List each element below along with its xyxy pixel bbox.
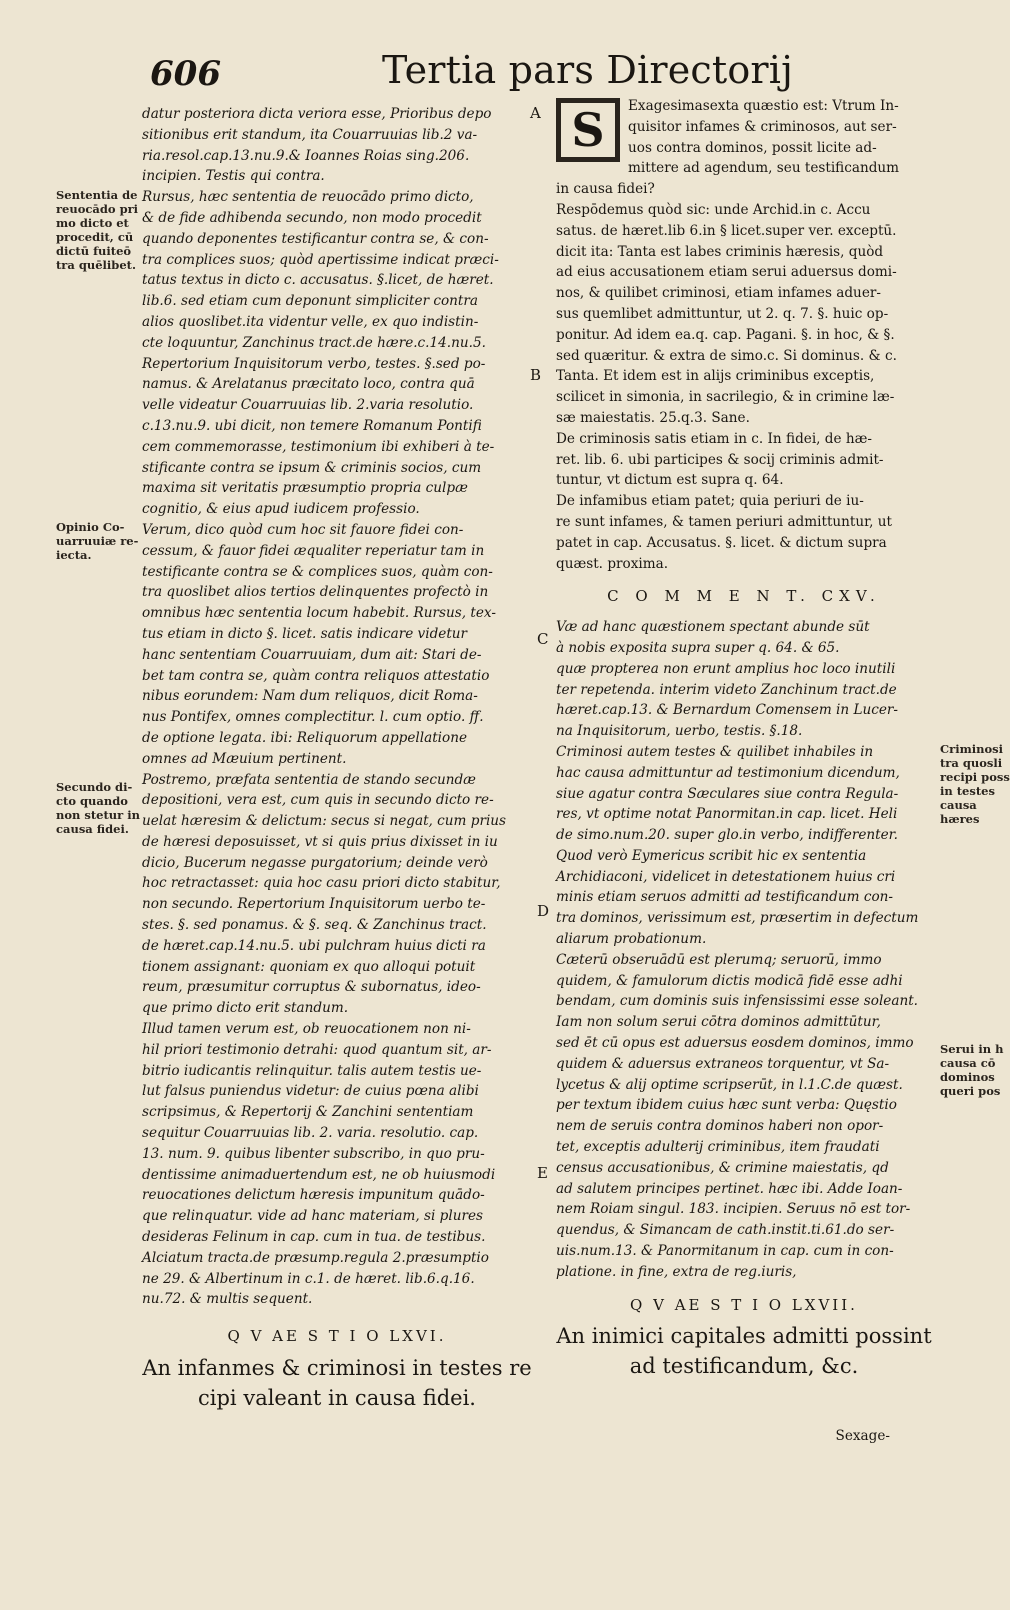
text-line: quendus, & Simancam de cath.instit.ti.61.do ser- xyxy=(556,1222,895,1239)
side-note: Opinio Co- uarruuiæ re- iecta. xyxy=(56,520,139,562)
text-line: lycetus & alij optime scripserūt, in l.1.C.de quæst. xyxy=(556,1076,903,1093)
text-line: hanc sententiam Couarruuiam, dum ait: Stari de- xyxy=(142,646,482,663)
text-line: ponitur. Ad idem ea.q. cap. Pagani. §. in hoc, & §. xyxy=(556,326,895,343)
question-66-heading: Q V AE S T I O LXVI. xyxy=(227,1327,447,1346)
text-line: scripsimus, & Repertorij & Zanchini sententiam xyxy=(142,1104,474,1121)
text-line: de hæret.cap.14.nu.5. ubi pulchram huius dicti ra xyxy=(142,937,486,954)
text-line: Iam non solum serui cōtra dominos admittūtur, xyxy=(556,1014,881,1031)
text-line: sequitur Couarruuias lib. 2. varia. resolutio. cap. xyxy=(142,1125,479,1142)
question-67-title-line: An inimici capitales admitti possint xyxy=(556,1324,932,1349)
text-line: & de fide adhibenda secundo, non modo procedit xyxy=(142,209,482,226)
text-line: tra complices suos; quòd apertissime indicat præci- xyxy=(142,251,499,268)
text-line: dentissime animaduertendum est, ne ob huiusmodi xyxy=(142,1166,496,1183)
question-67-title xyxy=(556,1321,932,1381)
dropcap-letter: S xyxy=(561,103,615,157)
text-line: sus quemlibet admittuntur, ut 2. q. 7. §. huic op- xyxy=(556,305,889,322)
text-line: hoc retractasset: quia hoc casu priori dicto stabitur, xyxy=(142,875,501,892)
text-line: quisitor infames & criminosos, aut ser- xyxy=(628,118,897,135)
text-line: sed ēt cū opus est aduersus eosdem dominos, immo xyxy=(556,1035,914,1052)
comment-heading: C O M M E N T. CXV. xyxy=(607,587,881,606)
side-note: Serui in h causa cō dominos queri pos xyxy=(940,1042,1004,1098)
text-line: tet, exceptis adulterij criminibus, item fraudati xyxy=(556,1139,880,1156)
text-line: Tanta. Et idem est in alijs criminibus exceptis, xyxy=(556,368,875,385)
text-line: hac causa admittuntur ad testimonium dicendum, xyxy=(556,764,900,781)
side-note: Secundo di- cto quando non stetur in causa fidei. xyxy=(56,780,140,836)
text-line: satus. de hæret.lib 6.in § licet.super ver. exceptū. xyxy=(556,222,897,239)
text-line: mittere ad agendum, seu testificandum xyxy=(628,160,900,177)
right-intro-text xyxy=(556,96,932,574)
text-line: tionem assignant: quoniam ex quo alloqui potuit xyxy=(142,958,476,975)
text-line: sitionibus erit standum, ita Couarruuias lib.2 va- xyxy=(142,126,478,143)
margin-letter: C xyxy=(537,630,549,648)
left-column xyxy=(142,104,532,1413)
text-line: quæ propterea non erunt amplius hoc loco inutili xyxy=(556,660,896,677)
text-line: bitrio iudicantis relinquitur. talis autem testis ue- xyxy=(142,1062,482,1079)
question-66-title-line: An infanmes & criminosi in testes re xyxy=(142,1356,532,1381)
text-line: De criminosis satis etiam in c. In fidei, de hæ- xyxy=(556,430,873,447)
text-line: siue agatur contra Sæculares siue contra Regula- xyxy=(556,785,899,802)
text-line: tus etiam in dicto §. licet. satis indicare videtur xyxy=(142,625,468,642)
text-line: Rursus, hæc sententia de reuocādo primo dicto, xyxy=(142,189,474,206)
question-66-title-line: cipi valeant in causa fidei. xyxy=(198,1386,476,1411)
text-line: reuocationes delictum hæresis impunitum quādo- xyxy=(142,1187,485,1204)
text-line: Cæterū obseruādū est plerumq; seruorū, immo xyxy=(556,951,882,968)
margin-letter: A xyxy=(530,104,541,122)
text-line: hæret.cap.13. & Bernardum Comensem in Lucer- xyxy=(556,702,898,719)
text-line: ret. lib. 6. ubi participes & socij criminis admit- xyxy=(556,451,884,468)
text-line: de hæresi deposuisset, vt si quis prius dixisset in iu xyxy=(142,833,498,850)
text-line: nos, & quilibet criminosi, etiam infames aduer- xyxy=(556,285,881,302)
text-line: cem commemorasse, testimonium ibi exhiberi à te- xyxy=(142,438,495,455)
left-column-text xyxy=(142,104,532,1310)
text-line: scilicet in simonia, in sacrilegio, & in crimine læ- xyxy=(556,389,895,406)
text-line: reum, præsumitur corruptus & subornatus, ideo- xyxy=(142,979,481,996)
running-head xyxy=(150,42,794,94)
margin-letter: E xyxy=(537,1164,548,1182)
text-line: quæst. proxima. xyxy=(556,555,669,572)
text-line: in causa fidei? xyxy=(556,181,655,198)
text-line: De infamibus etiam patet; quia periuri de iu- xyxy=(556,493,864,510)
text-line: uelat hæresim & delictum: secus si negat, cum prius xyxy=(142,813,507,830)
text-line: per textum ibidem cuius hæc sunt verba: Quęstio xyxy=(556,1097,897,1114)
text-line: patet in cap. Accusatus. §. licet. & dictum supra xyxy=(556,534,887,551)
text-line: nibus eorundem: Nam dum reliquos, dicit Roma- xyxy=(142,688,478,705)
text-line: bet tam contra se, quàm contra reliquos attestatio xyxy=(142,667,490,684)
text-line: platione. in fine, extra de reg.iuris, xyxy=(556,1263,797,1280)
text-line: nem de seruis contra dominos haberi non opor- xyxy=(556,1118,884,1135)
right-column xyxy=(556,96,932,1381)
text-line: minis etiam seruos admitti ad testificandum con- xyxy=(556,889,893,906)
margin-letter: D xyxy=(537,902,550,920)
text-line: datur posteriora dicta veriora esse, Prioribus depo xyxy=(142,106,492,122)
text-line: Alciatum tracta.de præsump.regula 2.præsumptio xyxy=(142,1249,489,1266)
text-line: re sunt infames, & tamen periuri admittuntur, ut xyxy=(556,513,892,530)
text-line: lut falsus puniendus videtur: de cuius pœna alibi xyxy=(142,1083,479,1100)
question-67-title-line: ad testificandum, &c. xyxy=(629,1354,859,1379)
text-line: sed quæritur. & extra de simo.c. Si dominus. & c. xyxy=(556,347,897,364)
text-line: stificante contra se ipsum & criminis socios, cum xyxy=(142,459,482,476)
side-note: Sententia de reuocādo pri mo dicto et procedit, cū dictū fuiteō tra quēlibet. xyxy=(56,188,139,272)
text-line: aliarum probationum. xyxy=(556,931,707,948)
catchword: Sexage- xyxy=(835,1428,890,1444)
text-line: quidem & aduersus extraneos torquentur, vt Sa- xyxy=(556,1055,890,1072)
text-line: alios quoslibet.ita videntur velle, ex quo indistin- xyxy=(142,313,479,330)
text-line: cognitio, & eius apud iudicem professio. xyxy=(142,501,420,518)
text-line: testificante contra se & complices suos, quàm con- xyxy=(142,563,493,580)
question-66-title xyxy=(142,1353,532,1413)
text-line: na Inquisitorum, uerbo, testis. §.18. xyxy=(556,723,803,740)
text-line: maxima sit veritatis præsumptio propria culpæ xyxy=(142,480,468,497)
text-line: Illud tamen verum est, ob reuocationem non ni- xyxy=(142,1021,471,1038)
text-line: desideras Felinum in cap. cum in tua. de testibus. xyxy=(142,1229,486,1246)
text-line: que primo dicto erit standum. xyxy=(142,1000,349,1017)
margin-letter: B xyxy=(530,366,542,384)
text-line: hil priori testimonio detrahi: quod quantum sit, ar- xyxy=(142,1041,492,1058)
text-line: ad salutem principes pertinet. hæc ibi. Adde Ioan- xyxy=(556,1180,903,1197)
text-line: tuntur, vt dictum est supra q. 64. xyxy=(556,472,784,489)
text-line: depositioni, vera est, cum quis in secundo dicto re- xyxy=(142,792,494,809)
text-line: nus Pontifex, omnes complectitur. l. cum optio. ff. xyxy=(142,709,484,726)
text-line: omnes ad Mæuium pertinent. xyxy=(142,750,347,767)
text-line: namus. & Arelatanus præcitato loco, contra quā xyxy=(142,376,475,393)
text-line: dicio, Bucerum negasse purgatorium; deinde verò xyxy=(142,854,488,871)
text-line: stes. §. sed ponamus. & §. seq. & Zanchinus tract. xyxy=(142,917,487,934)
text-line: de optione legata. ibi: Reliquorum appellatione xyxy=(142,729,468,746)
text-line: omnibus hæc sententia locum habebit. Rursus, tex- xyxy=(142,605,496,622)
text-line: nu.72. & multis sequent. xyxy=(142,1291,313,1308)
text-line: tra dominos, verissimum est, præsertim in defectum xyxy=(556,910,919,927)
text-line: Repertorium Inquisitorum verbo, testes. §.sed po- xyxy=(142,355,486,372)
text-line: uis.num.13. & Panormitanum in cap. cum in con- xyxy=(556,1243,894,1260)
text-line: ria.resol.cap.13.nu.9.& Ioannes Roias sing.206. xyxy=(142,147,470,164)
text-line: tra quoslibet alios tertios delinquentes profectò in xyxy=(142,584,489,601)
side-note: Criminosi tra quosli recipi poss in testes causa hæres xyxy=(940,742,1010,826)
text-line: Quod verò Eymericus scribit hic ex sententia xyxy=(556,847,867,864)
text-line: à nobis exposita supra super q. 64. & 65. xyxy=(556,639,840,656)
text-line: de simo.num.20. super glo.in verbo, indifferenter. xyxy=(556,827,898,844)
text-line: non secundo. Repertorium Inquisitorum uerbo te- xyxy=(142,896,486,913)
text-line: lib.6. sed etiam cum deponunt simpliciter contra xyxy=(142,293,479,310)
text-line: Postremo, præfata sententia de stando secundæ xyxy=(142,771,476,788)
text-line: ad eius accusationem etiam serui aduersus domi- xyxy=(556,264,897,281)
dropcap-ornament xyxy=(556,98,620,162)
comment-text xyxy=(556,617,932,1283)
text-line: velle videatur Couarruuias lib. 2.varia resolutio. xyxy=(142,397,474,414)
question-67-heading: Q V AE S T I O LXVII. xyxy=(630,1295,858,1314)
text-line: cessum, & fauor fidei æqualiter reperiatur tam in xyxy=(142,542,485,559)
text-line: sæ maiestatis. 25.q.3. Sane. xyxy=(556,409,750,426)
text-line: Criminosi autem testes & quilibet inhabiles in xyxy=(556,743,874,760)
text-line: que relinquatur. vide ad hanc materiam, si plures xyxy=(142,1208,483,1225)
text-line: Exagesimasexta quæstio est: Vtrum In- xyxy=(628,98,899,114)
text-line: Væ ad hanc quæstionem spectant abunde sūt xyxy=(556,619,870,636)
text-line: bendam, cum dominis suis infensissimi esse soleant. xyxy=(556,993,918,1010)
text-line: dicit ita: Tanta est labes criminis hæresis, quòd xyxy=(556,243,884,260)
text-line: incipien. Testis qui contra. xyxy=(142,168,325,185)
text-line: Verum, dico quòd cum hoc sit fauore fidei con- xyxy=(142,521,464,538)
text-line: 13. num. 9. quibus libenter subscribo, in quo pru- xyxy=(142,1145,485,1162)
text-line: Respōdemus quòd sic: unde Archid.in c. Accu xyxy=(556,201,871,218)
text-line: nem Roiam singul. 183. incipien. Seruus nō est tor- xyxy=(556,1201,911,1218)
text-line: uos contra dominos, possit licite ad- xyxy=(628,139,877,156)
text-line: ne 29. & Albertinum in c.1. de hæret. lib.6.q.16. xyxy=(142,1270,475,1287)
text-line: c.13.nu.9. ubi dicit, non temere Romanum Pontifi xyxy=(142,417,482,434)
page-number: 606 xyxy=(150,54,221,94)
text-line: quando deponentes testificantur contra se, & con- xyxy=(142,230,489,247)
text-line: tatus textus in dicto c. accusatus. §.licet, de hæret. xyxy=(142,272,494,289)
text-line: census accusationibus, & crimine maiestatis, qd xyxy=(556,1159,889,1176)
text-line: cte loquuntur, Zanchinus tract.de hære.c.14.nu.5. xyxy=(142,334,486,351)
text-line: ter repetenda. interim videto Zanchinum tract.de xyxy=(556,681,897,698)
text-line: quidem, & famulorum dictis modicā fidē esse adhi xyxy=(556,972,903,989)
text-line: res, vt optime notat Panormitan.in cap. licet. Heli xyxy=(556,806,898,823)
running-title: Tertia pars Directorij xyxy=(382,48,794,92)
text-line: Archidiaconi, videlicet in detestationem huius cri xyxy=(556,868,896,885)
